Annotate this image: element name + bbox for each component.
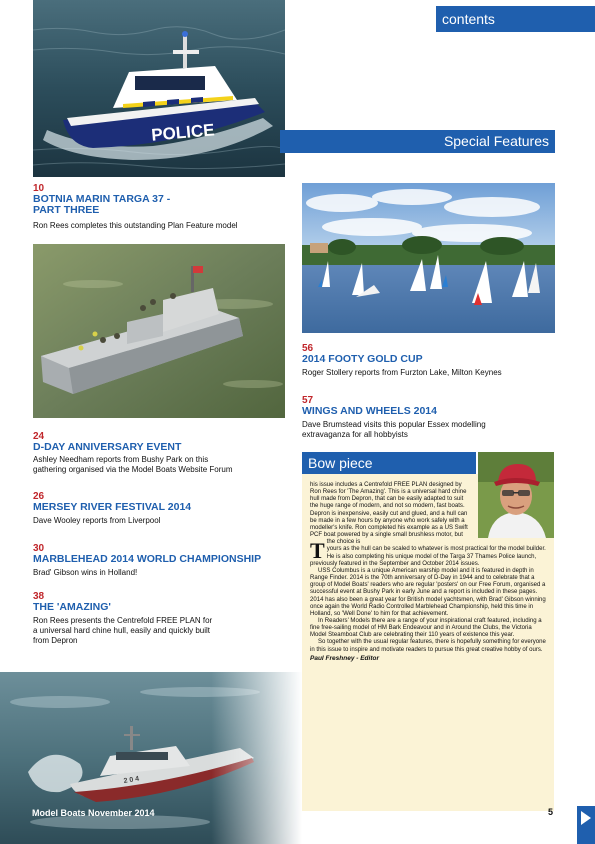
editorial-paragraph: So together with the usual regular features, there is hopefully something for everyone in this issue to inspire and motivate readers to pursue this great creative hobby of ours. — [310, 639, 546, 653]
article-number: 26 — [33, 491, 45, 502]
model-yachts-photo — [302, 183, 555, 333]
editor-signature: Paul Freshney - Editor — [310, 654, 379, 662]
article-38[interactable] — [33, 591, 293, 646]
article-title: THE 'AMAZING' — [33, 601, 111, 613]
bow-piece-bar: Bow piece — [302, 452, 476, 474]
article-description: Ron Rees presents the Centrefold FREE PLAN for — [33, 616, 213, 625]
police-boat-photo — [33, 0, 285, 177]
article-number: 24 — [33, 431, 45, 442]
arrow-right-icon — [577, 806, 595, 844]
article-title: WINGS AND WHEELS 2014 — [302, 405, 437, 417]
article-description: extravaganza for all hobbyists — [302, 430, 408, 439]
editorial-paragraph: In Readers' Models there are a range of your inspirational craft featured, including a fine free-sailing model of HM Bark Endeavour and in Around the Clubs, the Victoria Model Steamboat Club are celebrating their 110 years of existence this year. — [310, 617, 542, 639]
article-number: 10 — [33, 183, 45, 194]
article-description: gathering organised via the Model Boats Website Forum — [33, 465, 233, 474]
article-description: Roger Stollery reports from Furzton Lake, Milton Keynes — [302, 368, 502, 377]
editorial-paragraph: USS Columbus is a unique American warship model and it is featured in depth in Range Finder. 2014 is the 70th anniversary of D-Day in 1944 and to celebrate that a group of Model Boats' readers who are regular 'posters' on our Free Forum, organised a successful event at Bushy Park in early June and a report is included in these pages. 2014 has also been a great year for British model yachtsmen, with Brad' Gibson winning once again the World Radio Controlled Marblehead Championship, held this time in Holland, so 'Well Done' to him for that achievement. — [310, 567, 546, 617]
editor-portrait — [478, 452, 554, 538]
article-title: PART THREE — [33, 204, 100, 216]
article-number: 30 — [33, 543, 45, 554]
contents-tab: contents — [436, 6, 595, 32]
article-number: 57 — [302, 395, 314, 406]
article-description: a universal hard chine hull, easily and quickly built — [33, 626, 210, 635]
article-title: MERSEY RIVER FESTIVAL 2014 — [33, 501, 192, 513]
article-56[interactable] — [302, 343, 562, 378]
special-features-bar: Special Features — [280, 130, 555, 153]
police-hull-lettering: POLICE — [150, 120, 216, 145]
article-30[interactable] — [33, 543, 293, 578]
article-title: 2014 FOOTY GOLD CUP — [302, 353, 423, 365]
article-57[interactable] — [302, 395, 562, 440]
editorial-paragraph: T his issue includes a Centrefold FREE PLAN designed by Ron Rees for 'The Amazing'. This is a universal hard chine hull made from Depron, that can be easily adapted to suit the huge range of modern, and not so modern, fast boats. Depron is inexpensive, easily cut and glued, and a hull can be made in a few hours by anyone who work safely with a modeller's knife. Ron completed his example as a US Swift PCF boat powered by a single small brushless motor, but the choice is yours as the hull can be scaled to whatever is most practical for the model builder. He is also completing his unique model of the Targa 37 Thames Police launch, previously featured in the September and October 2014 issues. — [310, 482, 546, 567]
page-number: 5 — [548, 807, 554, 817]
article-24[interactable] — [33, 431, 293, 475]
article-description: Ron Rees completes this outstanding Plan Feature model — [33, 221, 238, 230]
article-description: Dave Brumstead visits this popular Essex modelling — [302, 420, 486, 429]
article-title: MARBLEHEAD 2014 WORLD CHAMPIONSHIP — [33, 553, 262, 565]
landing-craft-photo — [33, 244, 285, 418]
article-number: 38 — [33, 591, 45, 602]
next-page-button[interactable] — [577, 806, 595, 844]
drop-cap: T — [310, 538, 325, 563]
hard-chine-boat-photo — [0, 672, 302, 844]
article-title: D-DAY ANNIVERSARY EVENT — [33, 441, 182, 453]
article-description: Brad' Gibson wins in Holland! — [33, 568, 138, 577]
article-10[interactable] — [33, 183, 293, 231]
article-number: 56 — [302, 343, 314, 354]
article-description: from Depron — [33, 636, 78, 645]
article-description: Ashley Needham reports from Bushy Park on this — [33, 455, 209, 464]
article-26[interactable] — [33, 491, 293, 526]
article-description: Dave Wooley reports from Liverpool — [33, 516, 161, 525]
article-title: BOTNIA MARIN TARGA 37 - — [33, 193, 171, 205]
footer-magazine-issue: Model Boats November 2014 — [32, 808, 155, 818]
